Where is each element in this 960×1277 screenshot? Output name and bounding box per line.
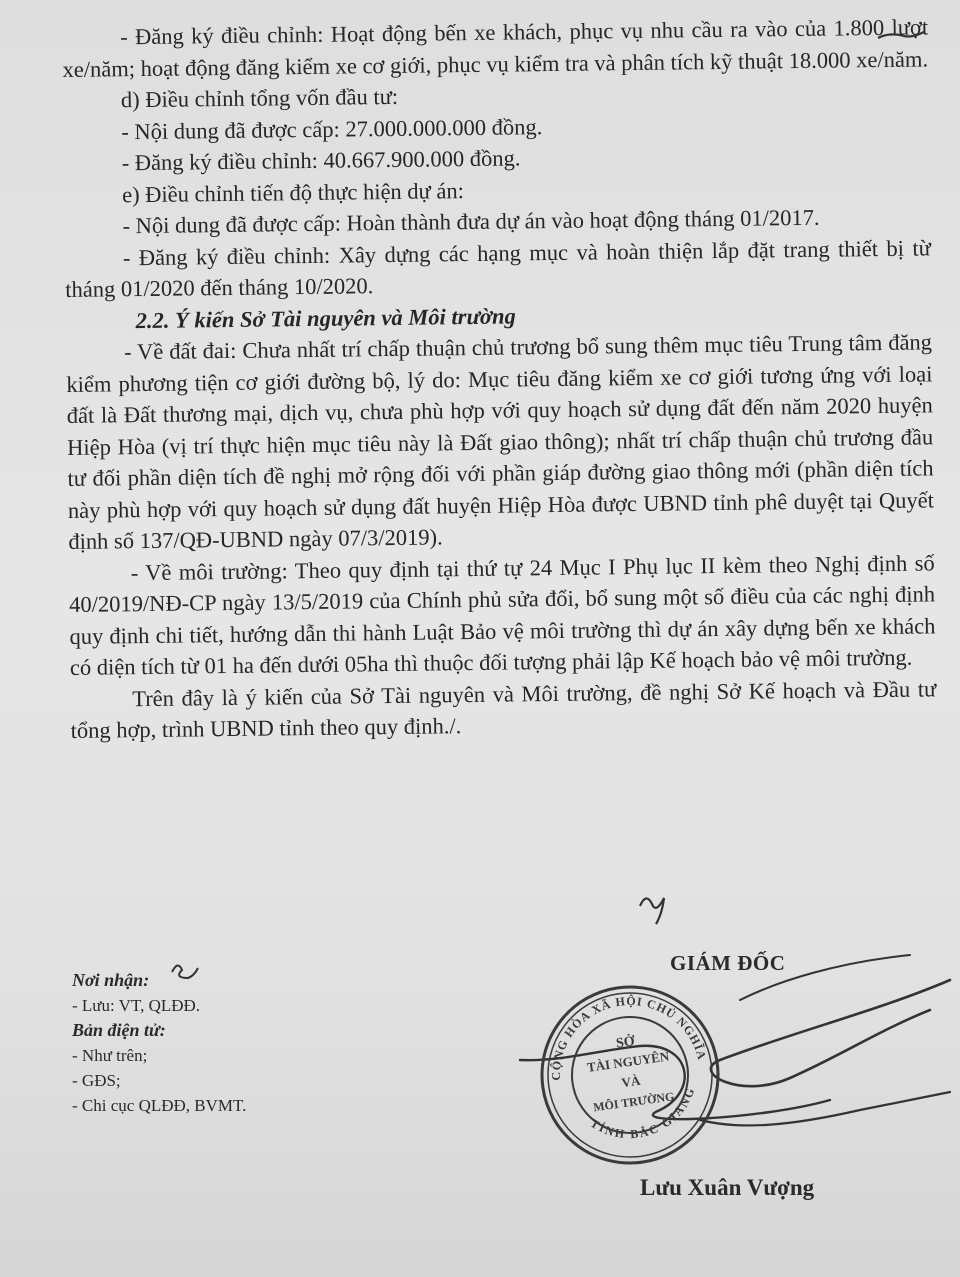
- item-d-adjusted: - Đăng ký điều chỉnh: 40.667.900.000 đồng.: [121, 145, 521, 176]
- stamp-bottom-text: TỈNH BẮC GIANG: [587, 1084, 698, 1142]
- electronic-copy-heading: Bản điện tử:: [72, 1020, 166, 1040]
- paragraph-environment: - Về môi trường: Theo quy định tại thứ tự 24 Mục I Phụ lục II kèm theo Nghị định số 40/2019/NĐ-CP ngày 13/5/2019 của Chính phủ sửa đổi, bổ sung một số điều của các nghị định quy định chi tiết, hướng dẫn thi hành Luật Bảo vệ môi trường thì dự án xây dựng bến xe khách có diện tích từ 01 ha đến dưới 05ha thì thuộc đối tượng phải lập Kế hoạch bảo vệ môi trường.: [68, 549, 936, 680]
- paragraph-land: - Về đất đai: Chưa nhất trí chấp thuận chủ trương bổ sung thêm mục tiêu Trung tâm đăng kiểm phương tiện cơ giới đường bộ, lý do: Mục tiêu đăng kiểm xe cơ giới tương ứng với loại đất là Đất thương mại, dịch vụ, chưa phù hợp với quy hoạch sử dụng đất đến năm 2020 huyện Hiệp Hòa (vị trí thực hiện mục tiêu này là Đất giao thông); nhất trí chấp thuận chủ trương đầu tư đối phần diện tích đề nghị mở rộng đối với phần giáp đường giao thông mới (phần diện tích này phù hợp với quy hoạch sử dụng đất huyện Hiệp Hòa được UBND tỉnh phê duyệt tại Quyết định số 137/QĐ-UBND ngày 07/3/2019).: [66, 329, 935, 554]
- item-e-adjusted: - Đăng ký điều chỉnh: Xây dựng các hạng mục và hoàn thiện lắp đặt trang thiết bị từ tháng 01/2020 đến tháng 10/2020.: [65, 234, 931, 302]
- stamp-line: VÀ: [620, 1072, 642, 1091]
- handwritten-signature: [520, 955, 950, 1125]
- initials-mark-end: [640, 898, 664, 924]
- recipients-block: [72, 968, 246, 1118]
- recipient-item: - Như trên;: [72, 1046, 148, 1065]
- recipient-item: - Lưu: VT, QLĐĐ.: [72, 996, 201, 1015]
- recipients-heading: Nơi nhận:: [72, 970, 150, 990]
- recipient-item: - Chi cục QLĐĐ, BVMT.: [72, 1096, 247, 1115]
- paragraph-conclusion: Trên đây là ý kiến của Sở Tài nguyên và Môi trường, đề nghị Sở Kế hoạch và Đầu tư tổng hợp, trình UBND tỉnh theo quy định./.: [70, 675, 937, 743]
- section-2-2-heading: 2.2. Ý kiến Sở Tài nguyên và Môi trường: [135, 302, 516, 333]
- signer-title: GIÁM ĐỐC: [670, 951, 786, 975]
- stamp-line: TÀI NGUYÊN: [586, 1048, 671, 1075]
- stamp-line: SỞ: [615, 1034, 636, 1052]
- item-e-granted: - Nội dung đã được cấp: Hoàn thành đưa dự án vào hoạt động tháng 01/2017.: [122, 204, 820, 239]
- paragraph-registration-adjustment: - Đăng ký điều chỉnh: Hoạt động bến xe khách, phục vụ nhu cầu ra vào của 1.800 lượt xe/năm; hoạt động đăng kiểm xe cơ giới, phục vụ kiểm tra và phân tích kỹ thuật 18.000 xe/năm.: [62, 14, 929, 82]
- svg-text:TỈNH BẮC GIANG: [584, 1083, 704, 1148]
- item-d-heading: d) Điều chỉnh tổng vốn đầu tư:: [120, 83, 399, 113]
- item-d-granted: - Nội dung đã được cấp: 27.000.000.000 đồng.: [121, 113, 543, 144]
- item-e-heading: e) Điều chỉnh tiến độ thực hiện dự án:: [121, 177, 465, 207]
- signer-name: Lưu Xuân Vượng: [640, 1175, 815, 1200]
- stamp-line: MÔI TRƯỜNG: [592, 1089, 676, 1115]
- document-body: [62, 11, 937, 746]
- recipient-item: - GĐS;: [72, 1071, 121, 1090]
- stamp-ring-text: CỘNG HÒA XÃ HỘI CHỦ NGHĨA: [548, 993, 710, 1081]
